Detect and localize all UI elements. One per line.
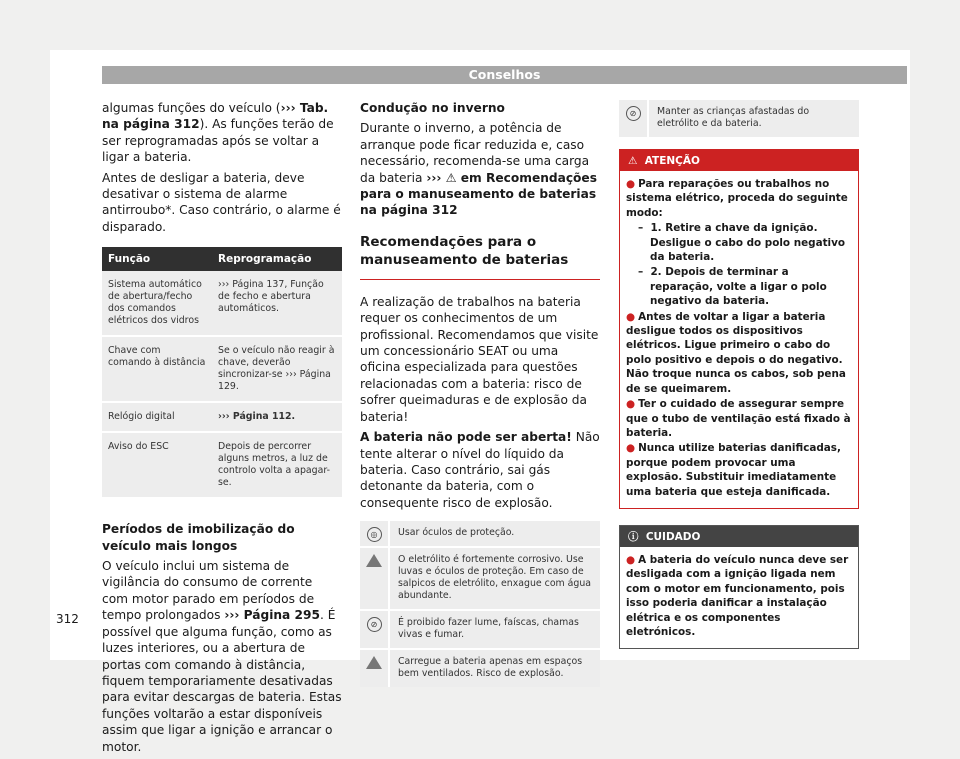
paragraph-professional: A realização de trabalhos na bateria requer os conhecimentos de um profissional. Recomendamos que visite um concessionário SEAT ou uma oficina especializada para questões relacionadas com a bateria: risco de sofrer queimaduras e de explosão da bateria! bbox=[360, 294, 599, 424]
warning-triangle-icon: ⚠ bbox=[628, 155, 638, 167]
corrosive-icon bbox=[366, 554, 382, 567]
safety-icon-table bbox=[360, 521, 600, 687]
section-title-battery-handling: Recomendações para o manuseamento de baterias bbox=[360, 233, 600, 280]
no-children-icon: ⊘ bbox=[626, 106, 641, 121]
list-item: ● Ter o cuidado de assegurar sempre que o tubo de ventilação está fixado à bateria. bbox=[626, 398, 851, 439]
list-item: ● Nunca utilize baterias danificadas, porque podem provocar uma explosão. Substituir imediatamente uma bateria que esteja danificada. bbox=[626, 442, 841, 498]
heading-winter: Condução no inverno bbox=[360, 101, 505, 115]
table-row: Chave com comando à distância Se o veículo não reagir à chave, deverão sincronizar-se ››› Página 129. bbox=[102, 336, 342, 402]
column-1 bbox=[102, 100, 342, 759]
goggles-icon: ◎ bbox=[367, 527, 382, 542]
paragraph-alarm: Antes de desligar a bateria, deve desativar o sistema de alarme antirroubo*. Caso contrário, o alarme é disparado. bbox=[102, 170, 341, 234]
list-item: ● Antes de voltar a ligar a bateria desligue todos os dispositivos elétricos. Ligue primeiro o cabo do polo positivo e depois o do negativo. Não troque nunca os cabos, sob pena de se queimarem. bbox=[626, 310, 846, 395]
warning-header: ⚠ ATENÇÃO bbox=[620, 150, 858, 171]
paragraph-winter: Durante o inverno, a potência de arranque pode ficar reduzida e, caso necessário, recomenda-se uma carga da bateria ››› ⚠ em Recomendações para o manuseamento de baterias na página 312 bbox=[360, 121, 597, 218]
page-number: 312 bbox=[56, 612, 79, 626]
list-item: Carregue a bateria apenas em espaços bem ventilados. Risco de explosão. bbox=[360, 650, 600, 687]
warning-content bbox=[620, 171, 858, 508]
table-header-function: Função bbox=[102, 247, 212, 271]
list-item: ● A bateria do veículo nunca deve ser desligada com a ignição ligada nem com o motor em funcionamento, pois isso poderia danificar a instalação elétrica e os componentes eletrónicos. bbox=[626, 553, 849, 638]
caution-box bbox=[619, 525, 859, 649]
caution-header: ⓘ CUIDADO bbox=[620, 526, 858, 547]
section-header: Conselhos bbox=[102, 66, 907, 84]
paragraph-immobilization: O veículo inclui um sistema de vigilância do consumo de corrente com motor parado em períodos de tempo prolongados ››› Página 295. É possível que alguma função, como as luzes interiores, ou a abertura de portas com comando à distância, fiquem temporariamente desativadas para evitar descargas de bateria. Estas funções voltarão a estar disponíveis assim que ligar a ignição e arrancar o motor. bbox=[102, 559, 342, 754]
table-row: Sistema automático de abertura/fecho dos comandos elétricos dos vidros ››› Página 137, Função de fecho e abertura automáticos. bbox=[102, 271, 342, 336]
page-reference-link[interactable]: ››› Página 295 bbox=[224, 608, 320, 623]
paragraph-do-not-open: A bateria não pode ser aberta! Não tente alterar o nível do líquido da bateria. Caso contrário, sai gás detonante da bateria, com o consequente risco de explosão. bbox=[360, 430, 600, 510]
list-item: O eletrólito é fortemente corrosivo. Use luvas e óculos de proteção. Em caso de salpicos de eletrólito, enxague com água abundante. bbox=[360, 548, 600, 609]
table-row: Aviso do ESC Depois de percorrer alguns metros, a luz de controlo volta a apagar-se. bbox=[102, 432, 342, 498]
list-item: – 2. Depois de terminar a reparação, volte a ligar o polo negativo da bateria. bbox=[638, 266, 827, 308]
list-item: ⊘ Manter as crianças afastadas do eletrólito e da bateria. bbox=[619, 100, 859, 137]
manual-page bbox=[50, 50, 910, 754]
column-3 bbox=[619, 100, 859, 649]
no-fire-icon: ⊘ bbox=[367, 617, 382, 632]
reprogramming-table bbox=[102, 247, 342, 499]
caution-content bbox=[620, 547, 858, 648]
list-item: ⊘ É proibido fazer lume, faíscas, chamas vivas e fumar. bbox=[360, 611, 600, 648]
warning-reference-link[interactable]: ››› ⚠ em Recomendações para o manuseamento de baterias na página 312 bbox=[360, 170, 597, 218]
list-item: ● Para reparações ou trabalhos no sistema elétrico, proceda do seguinte modo: bbox=[626, 178, 848, 219]
column-2 bbox=[360, 100, 600, 689]
list-item: ◎ Usar óculos de proteção. bbox=[360, 521, 600, 546]
table-row: Relógio digital ››› Página 112. bbox=[102, 402, 342, 432]
info-circle-icon: ⓘ bbox=[628, 530, 639, 543]
table-header-reprogramming: Reprogramação bbox=[212, 247, 342, 271]
explosion-icon bbox=[366, 656, 382, 669]
list-item: – 1. Retire a chave da ignição. Desligue o cabo do polo negativo da bateria. bbox=[638, 222, 846, 264]
warning-box bbox=[619, 149, 859, 509]
heading-immobilization: Períodos de imobilização do veículo mais longos bbox=[102, 522, 295, 553]
table-reference-link[interactable]: ››› Tab. na página 312 bbox=[102, 101, 329, 132]
paragraph-intro: algumas funções do veículo (››› Tab. na página 312). As funções terão de ser reprogramadas após se voltar a ligar a bateria. bbox=[102, 101, 334, 165]
